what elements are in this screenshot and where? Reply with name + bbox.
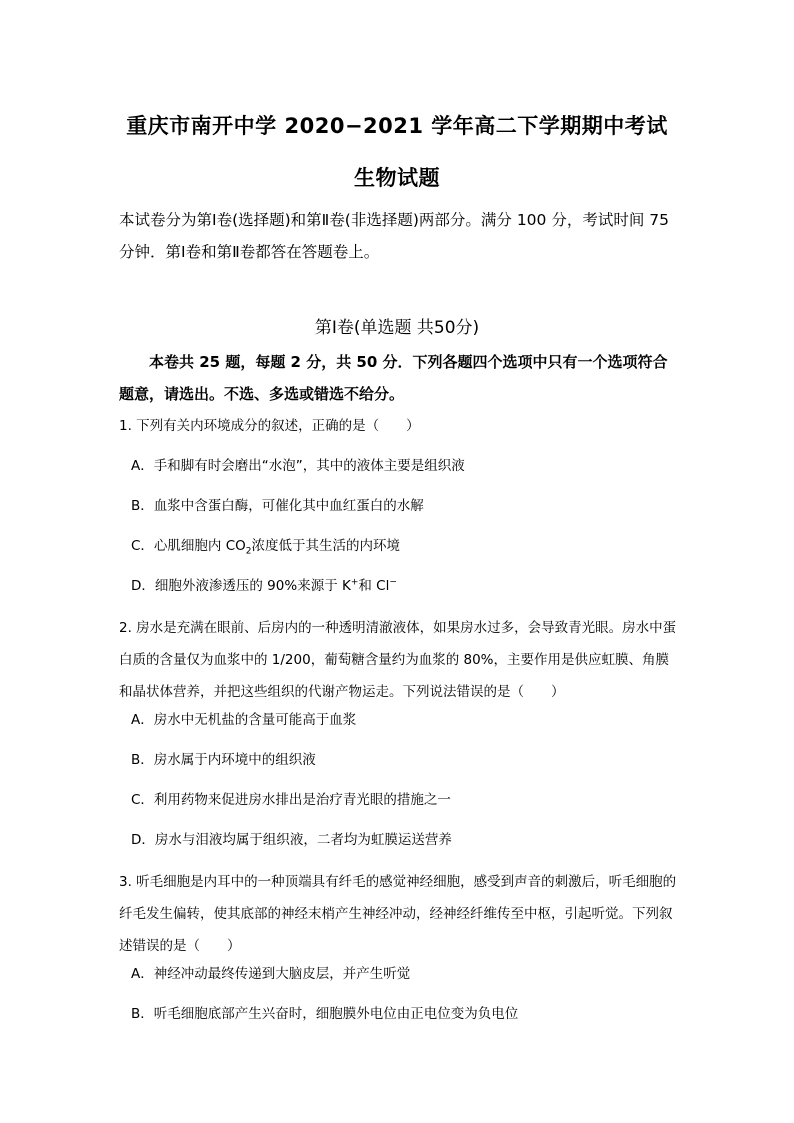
section-instructions: 本卷共 25 题，每题 2 分，共 50 分．下列各题四个选项中只有一个选项符合题意，请选出。不选、多选或错选不给分。 — [119, 353, 668, 403]
question-1-option-d: D．细胞外液渗透压的 90%来源于 K+和 Cl− — [131, 577, 397, 594]
question-1-stem: 1. 下列有关内环境成分的叙述，正确的是（ ） — [119, 418, 420, 434]
question-2-option-c: C．利用药物来促进房水排出是治疗青光眼的措施之一 — [131, 792, 451, 808]
question-2-option-a: A．房水中无机盐的含量可能高于血浆 — [131, 712, 357, 728]
section-title: 第Ⅰ卷(单选题 共50分) — [314, 318, 480, 338]
question-3-stem: 3. 听毛细胞是内耳中的一种顶端具有纤毛的感觉神经细胞，感受到声音的刺激后，听毛细胞的纤毛发生偏转，使其底部的神经末梢产生神经冲动，经神经纤维传至中枢，引起听觉。下列叙述错误的是（ ） — [119, 874, 677, 954]
document-subtitle: 生物试题 — [354, 166, 440, 190]
exam-intro: 本试卷分为第Ⅰ卷(选择题)和第Ⅱ卷(非选择题)两部分。满分 100 分，考试时间 75 分钟．第Ⅰ卷和第Ⅱ卷都答在答题卷上。 — [119, 211, 669, 261]
question-3-option-b: B．听毛细胞底部产生兴奋时，细胞膜外电位由正电位变为负电位 — [131, 1006, 519, 1022]
question-3-option-a: A．神经冲动最终传递到大脑皮层，并产生听觉 — [131, 966, 411, 982]
question-2-option-b: B．房水属于内环境中的组织液 — [131, 752, 316, 768]
question-1-option-c: C．心肌细胞内 $CO_2$浓度低于其生活的内环境 — [131, 538, 401, 557]
document-title: 重庆市南开中学 2020−2021 学年高二下学期期中考试 — [126, 114, 668, 138]
question-2-option-d: D．房水与泪液均属于组织液，二者均为虹膜运送营养 — [131, 832, 452, 848]
question-1-option-b: B．血浆中含蛋白酶，可催化其中血红蛋白的水解 — [131, 498, 424, 514]
question-2-stem: 2. 房水是充满在眼前、后房内的一种透明清澈液体，如果房水过多，会导致青光眼。房水中蛋白质的含量仅为血浆中的 1/200，葡萄糖含量约为血浆的 80%，主要作用是供应虹膜、角膜和晶状体营养，并把这些组织的代谢产物运走。下列说法错误的是（ ） — [119, 620, 677, 700]
question-1-option-a: A．手和脚有时会磨出“水泡”，其中的液体主要是组织液 — [131, 458, 465, 474]
